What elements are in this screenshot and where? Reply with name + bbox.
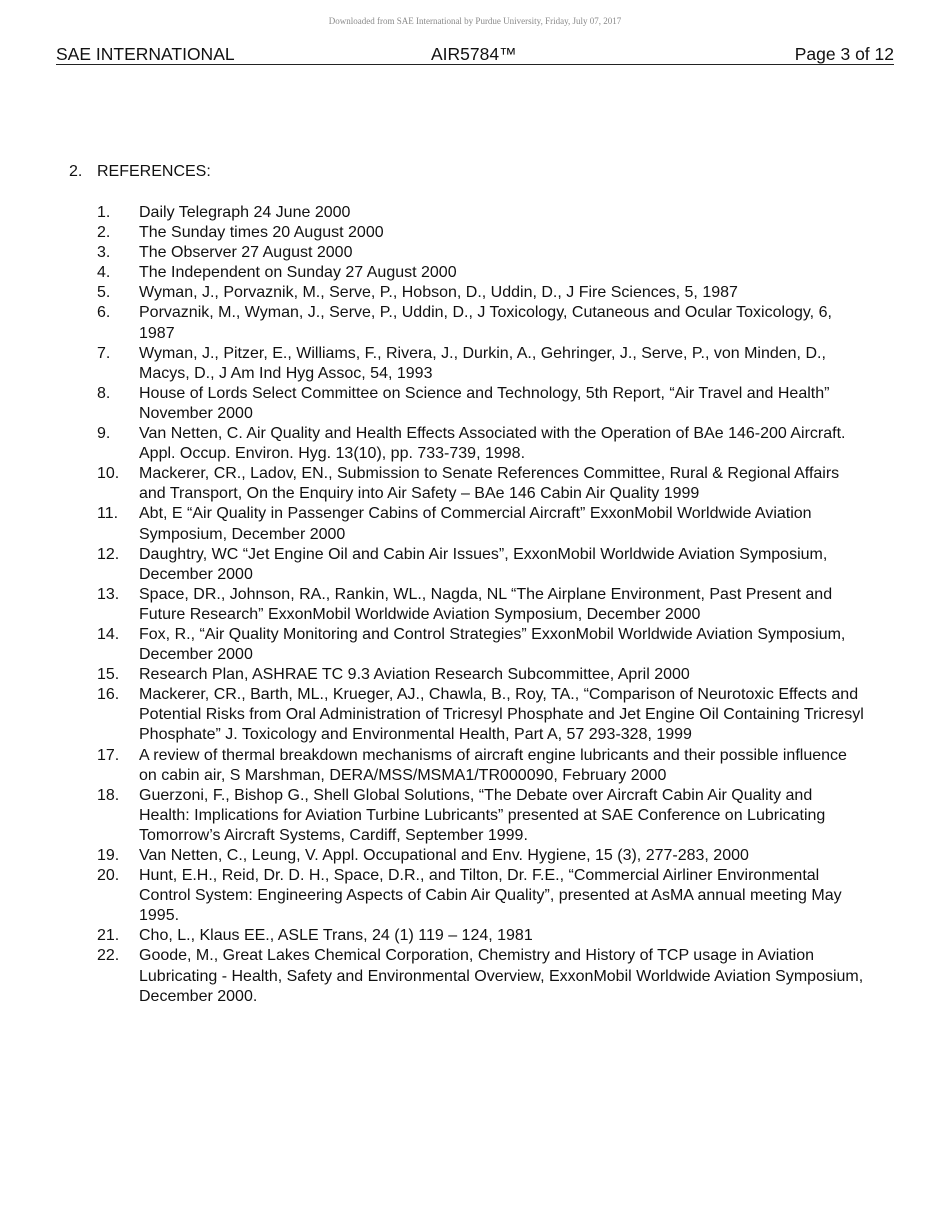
reference-item	[97, 545, 867, 585]
header-organization: SAE INTERNATIONAL	[56, 44, 235, 64]
reference-text: A review of thermal breakdown mechanisms of aircraft engine lubricants and their possible influence on cabin air, S Marshman, DERA/MSS/MSMA1/TR000090, February 2000	[139, 746, 847, 784]
header-page-number: Page 3 of 12	[794, 44, 894, 64]
reference-text: The Observer 27 August 2000	[139, 244, 353, 262]
reference-number: 17.	[97, 746, 120, 764]
reference-number: 22.	[97, 947, 120, 965]
reference-number: 14.	[97, 625, 120, 643]
reference-text: Fox, R., “Air Quality Monitoring and Control Strategies” ExxonMobil Worldwide Aviation Symposium, December 2000	[139, 625, 846, 664]
reference-number: 5.	[97, 284, 111, 302]
reference-text: The Sunday times 20 August 2000	[139, 224, 384, 242]
header-document-id: AIR5784™	[431, 44, 517, 64]
reference-item	[97, 946, 867, 1006]
reference-number: 19.	[97, 847, 120, 864]
reference-item	[97, 303, 867, 343]
reference-text: Guerzoni, F., Bishop G., Shell Global Solutions, “The Debate over Aircraft Cabin Air Quality and Health: Implications for Aviation Turbine Lubricants” presented at SAE Conference on Lubricating Tomorrow’s Aircraft Systems, Cardiff, September 1999.	[139, 786, 826, 844]
reference-number: 18.	[97, 786, 120, 804]
reference-list	[97, 203, 867, 1007]
reference-text: Mackerer, CR., Ladov, EN., Submission to Senate References Committee, Rural & Regional Affairs and Transport, On the Enquiry into Air Safety – BAe 146 Cabin Air Quality 1999	[139, 465, 840, 503]
reference-item	[97, 344, 867, 384]
reference-item	[97, 746, 867, 786]
reference-item	[97, 504, 867, 544]
reference-item	[97, 203, 867, 223]
reference-text: Daughtry, WC “Jet Engine Oil and Cabin Air Issues”, ExxonMobil Worldwide Aviation Symposium, December 2000	[139, 545, 828, 583]
section-heading	[69, 162, 211, 182]
reference-number: 13.	[97, 585, 120, 603]
reference-item	[97, 926, 867, 946]
reference-item	[97, 846, 867, 866]
reference-text: House of Lords Select Committee on Science and Technology, 5th Report, “Air Travel and Health” November 2000	[139, 384, 830, 422]
reference-text: Goode, M., Great Lakes Chemical Corporation, Chemistry and History of TCP usage in Aviation Lubricating - Health, Safety and Environmental Overview, ExxonMobil Worldwide Aviation Symposium, December 2000.	[139, 947, 864, 1005]
reference-item	[97, 384, 867, 424]
reference-item	[97, 585, 867, 625]
reference-number: 2.	[97, 224, 111, 242]
reference-item	[97, 243, 867, 263]
reference-number: 12.	[97, 545, 120, 563]
reference-item	[97, 866, 867, 926]
reference-number: 9.	[97, 425, 111, 443]
reference-text: Cho, L., Klaus EE., ASLE Trans, 24 (1) 119 – 124, 1981	[139, 927, 533, 945]
reference-number: 11.	[97, 505, 119, 523]
reference-number: 7.	[97, 344, 111, 362]
reference-text: Van Netten, C., Leung, V. Appl. Occupational and Env. Hygiene, 15 (3), 277-283, 2000	[139, 847, 749, 864]
reference-number: 20.	[97, 867, 120, 885]
reference-item	[97, 665, 867, 685]
reference-number: 16.	[97, 686, 120, 704]
reference-number: 21.	[97, 927, 120, 945]
reference-item	[97, 223, 867, 243]
reference-number: 15.	[97, 666, 120, 684]
reference-text: Wyman, J., Porvaznik, M., Serve, P., Hobson, D., Uddin, D., J Fire Sciences, 5, 1987	[139, 284, 738, 302]
section-title: REFERENCES:	[97, 163, 211, 180]
download-note: Downloaded from SAE International by Purdue University, Friday, July 07, 2017	[328, 16, 622, 26]
page-header	[56, 44, 894, 65]
reference-text: Van Netten, C. Air Quality and Health Effects Associated with the Operation of BAe 146-200 Aircraft. Appl. Occup. Environ. Hyg. 13(10), pp. 733-739, 1998.	[139, 425, 846, 463]
reference-number: 8.	[97, 384, 111, 402]
reference-number: 1.	[97, 204, 111, 221]
reference-number: 10.	[97, 465, 120, 483]
reference-item	[97, 786, 867, 846]
reference-item	[97, 464, 867, 504]
reference-item	[97, 625, 867, 665]
reference-item	[97, 283, 867, 303]
reference-item	[97, 685, 867, 745]
reference-text: Porvaznik, M., Wyman, J., Serve, P., Uddin, D., J Toxicology, Cutaneous and Ocular Toxicology, 6, 1987	[139, 304, 832, 342]
reference-number: 6.	[97, 304, 111, 322]
reference-text: Daily Telegraph 24 June 2000	[139, 204, 351, 221]
reference-text: Wyman, J., Pitzer, E., Williams, F., Rivera, J., Durkin, A., Gehringer, J., Serve, P., von Minden, D., Macys, D., J Am Ind Hyg Assoc, 54, 1993	[139, 344, 826, 382]
reference-text: Research Plan, ASHRAE TC 9.3 Aviation Research Subcommittee, April 2000	[139, 666, 690, 684]
reference-item	[97, 424, 867, 464]
reference-text: Space, DR., Johnson, RA., Rankin, WL., Nagda, NL “The Airplane Environment, Past Present and Future Research” ExxonMobil Worldwide Aviation Symposium, December 2000	[139, 585, 833, 623]
reference-item	[97, 263, 867, 283]
reference-text: Hunt, E.H., Reid, Dr. D. H., Space, D.R., and Tilton, Dr. F.E., “Commercial Airliner Environmental Control System: Engineering Aspects of Cabin Air Quality”, presented at AsMA annual meeting May 1995.	[139, 867, 842, 925]
reference-text: The Independent on Sunday 27 August 2000	[139, 264, 457, 282]
reference-text: Abt, E “Air Quality in Passenger Cabins of Commercial Aircraft” ExxonMobil Worldwide Aviation Symposium, December 2000	[139, 505, 812, 543]
reference-number: 3.	[97, 244, 111, 262]
reference-number: 4.	[97, 264, 111, 282]
section-number: 2.	[69, 163, 83, 180]
reference-text: Mackerer, CR., Barth, ML., Krueger, AJ., Chawla, B., Roy, TA., “Comparison of Neurotoxic Effects and Potential Risks from Oral Administration of Tricresyl Phosphate and Jet Engine Oil Containing Tricresyl Phosphate” J. Toxicology and Environmental Health, Part A, 57 293-328, 1999	[139, 686, 864, 744]
